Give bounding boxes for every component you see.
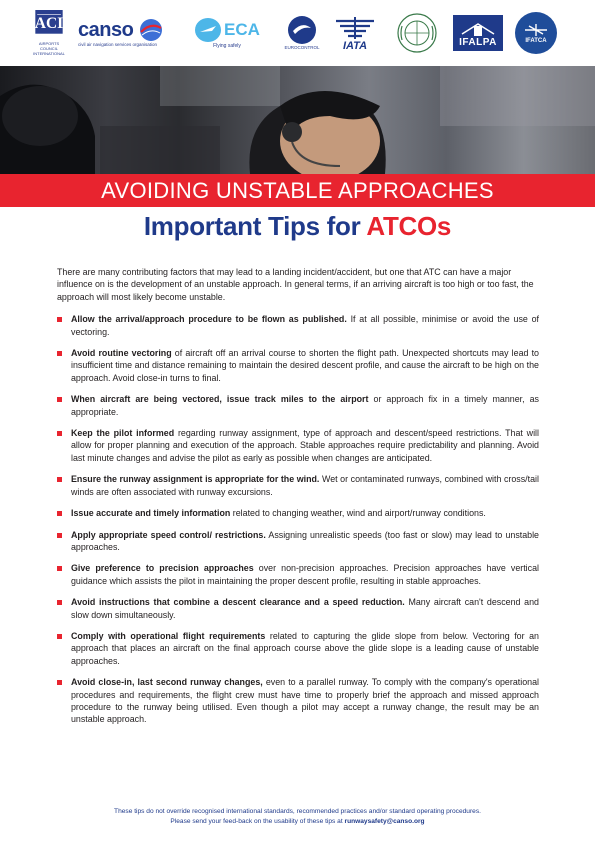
eurocontrol-caption: EUROCONTROL xyxy=(284,45,320,50)
ifalpa-wordmark: IFALPA xyxy=(459,37,497,48)
tip-text: Wet or contaminated runways, combined with cross/tail winds are often associated with runway excursions. xyxy=(71,474,539,497)
footer-feedback xyxy=(0,817,595,827)
bullet-icon xyxy=(57,511,62,516)
tip-item xyxy=(57,562,539,587)
eca-logo xyxy=(190,10,264,56)
ifalpa-logo xyxy=(452,10,504,56)
canso-logo xyxy=(78,10,178,56)
tip-item xyxy=(57,529,539,554)
tip-text: or approach fix in a timely manner, as appropriate. xyxy=(71,394,539,417)
canso-wordmark: canso xyxy=(78,18,134,41)
footer xyxy=(0,807,595,827)
bullet-icon xyxy=(57,431,62,436)
tip-bold: Avoid instructions that combine a descent clearance and a speed reduction. xyxy=(71,597,405,608)
tip-bold: Comply with operational flight requirements xyxy=(71,630,266,641)
icao-logo xyxy=(395,10,439,56)
main-content xyxy=(57,266,539,726)
tip-item xyxy=(57,347,539,384)
ifatca-wordmark: IFATCA xyxy=(525,38,547,44)
eca-wordmark: ECA xyxy=(224,20,260,39)
tip-item xyxy=(57,313,539,338)
tip-bold: Keep the pilot informed xyxy=(71,428,175,439)
subtitle-main: Important Tips for xyxy=(143,211,367,241)
tip-bold: Apply appropriate speed control/ restrictions. xyxy=(71,529,266,540)
tip-bold: Give preference to precision approaches xyxy=(71,563,254,574)
eca-caption: Flying safely xyxy=(213,43,241,49)
tip-item xyxy=(57,676,539,726)
tip-text: regarding runway assignment, type of approach and descent/speed restrictions. That will allow for proper planning and execution of the approach. Stable approaches require predictability and planning. Avoid last minute changes and advise the pilot as early as possible when changes are anticipated. xyxy=(71,428,539,463)
tip-text: related to capturing the glide slope from below. Vectoring for an approach that places an aircraft on the final approach course above the glide slope is a leading cause of unstable approaches. xyxy=(71,630,539,666)
bullet-icon xyxy=(57,680,62,685)
bullet-icon xyxy=(57,351,62,356)
canso-caption: civil air navigation services organisation xyxy=(78,42,158,47)
ifatca-logo xyxy=(514,10,558,56)
page-subtitle xyxy=(0,211,595,242)
icao-emblem-icon xyxy=(396,12,438,54)
tip-bold: When aircraft are being vectored, issue track miles to the airport xyxy=(71,394,369,405)
tip-text: If at all possible, minimise or avoid the use of vectoring. xyxy=(71,314,539,337)
banner-title: AVOIDING UNSTABLE APPROACHES xyxy=(101,177,494,203)
eca-emblem-icon xyxy=(194,17,222,43)
bullet-icon xyxy=(57,566,62,571)
footer-feedback-text: Please send your feed-back on the usability of these tips at xyxy=(170,818,345,825)
bullet-icon xyxy=(57,634,62,639)
tip-item xyxy=(57,393,539,418)
iata-wordmark: IATA xyxy=(342,39,368,52)
tip-text: of aircraft off an arrival course to shorten the flight path. Unexpected shortcuts may lead to insufficient time and distance remaining to maintain the desired descent profile, and cause the aircraft to be high on the approach. Avoid close-in turns to final. xyxy=(71,348,539,383)
footer-disclaimer: These tips do not override recognised international standards, recommended practices and/or standard operating procedures. xyxy=(114,808,481,815)
bullet-icon xyxy=(57,533,62,538)
tip-bold: Avoid close-in, last second runway changes, xyxy=(71,677,263,688)
tip-text: even to a parallel runway. To comply with the company's operational procedures and requirements, the flight crew must have time to properly brief the approach and missed approach procedure to the runway being utilised. Even though a pilot may accept a runway change, the result may be an unstable approach. xyxy=(71,677,539,725)
svg-text:ACI: ACI xyxy=(34,15,64,33)
iata-emblem-icon xyxy=(332,15,378,41)
feedback-email-link[interactable]: runwaysafety@canso.org xyxy=(344,818,425,825)
tip-text: over non-precision approaches. Precision approaches have vertical guidance which assists the pilot in maintaining the proper descent profile, resulting in stable approaches. xyxy=(71,563,539,586)
intro-paragraph: There are many contributing factors that may lead to a landing incident/accident, but one that ATC can have a major influence on is the development of an unstable approach. In general terms, if an arriving aircraft is too high or too fast, the approach will most likely become unstable. xyxy=(57,267,534,302)
aci-caption: AIRPORTS COUNCIL INTERNATIONAL xyxy=(33,41,65,56)
eurocontrol-emblem-icon xyxy=(287,15,317,45)
bullet-icon xyxy=(57,600,62,605)
bullet-icon xyxy=(57,317,62,322)
partner-logos-strip xyxy=(0,0,595,66)
tip-text: related to changing weather, wind and airport/runway conditions. xyxy=(230,508,486,519)
tip-text: Assigning unrealistic speeds (too fast or slow) may lead to unstable approaches. xyxy=(71,529,539,552)
aci-logo xyxy=(32,10,66,56)
ifatca-emblem-icon xyxy=(523,22,549,38)
tip-item xyxy=(57,507,539,519)
iata-logo xyxy=(330,10,380,56)
tip-item xyxy=(57,473,539,498)
bullet-icon xyxy=(57,397,62,402)
tips-list xyxy=(57,313,539,726)
tip-bold: Allow the arrival/approach procedure to be flown as published. xyxy=(71,314,347,325)
eurocontrol-logo xyxy=(282,10,322,56)
atc-controllers-photo xyxy=(0,66,595,174)
ifalpa-emblem-icon xyxy=(460,20,496,38)
tip-item xyxy=(57,427,539,464)
tip-item xyxy=(57,630,539,667)
tip-bold: Avoid routine vectoring xyxy=(71,348,172,359)
tip-text: Many aircraft can't descend and slow down simultaneously. xyxy=(71,597,539,620)
bullet-icon xyxy=(57,477,62,482)
title-banner xyxy=(0,174,595,207)
tip-bold: Ensure the runway assignment is appropriate for the wind. xyxy=(71,474,320,485)
tip-bold: Issue accurate and timely information xyxy=(71,508,231,519)
tip-item xyxy=(57,596,539,621)
globe-icon xyxy=(139,18,163,42)
subtitle-accent: ATCOs xyxy=(366,211,452,241)
